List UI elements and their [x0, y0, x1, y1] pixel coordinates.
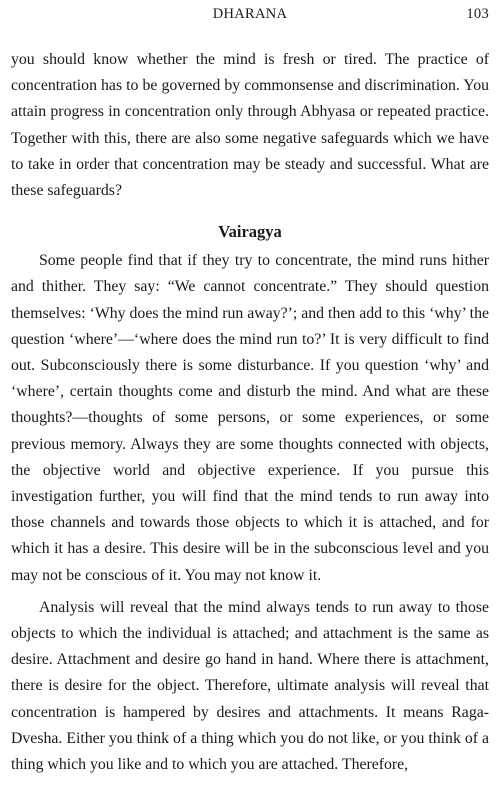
paragraph-continued: you should know whether the mind is fresh or tired. The practice of concentration has to be governed by commonsense and discrimination. You attain progress in concentration only through Abhyasa or repeated practice. Together with this, there are also some negative safeguards which we have to take in order that concentration may be steady and successful. What are these safeguards?: [11, 51, 489, 200]
page-number: 103: [466, 6, 489, 22]
section-heading: Vairagya: [218, 222, 282, 242]
book-page: [11, 6, 489, 778]
paragraph: Analysis will reveal that the mind always tends to run away to those objects to which the individual is attached; and attachment is the same as desire. Attachment and desire go hand in hand. Where there is attachment, there is desire for the object. Therefore, ultimate analysis will reveal that concentration is hampered by desires and attachments. It means Raga-Dvesha. Either you think of a thing which you do not like, or you think of a thing which you like and to which you are attached. Therefore,: [11, 598, 489, 774]
running-head: [11, 6, 489, 26]
running-title: DHARANA: [212, 6, 288, 22]
body-text: [11, 47, 489, 778]
paragraph: Some people find that if they try to concentrate, the mind runs hither and thither. They say: “We cannot concentrate.” They should question themselves: ‘Why does the mind run away?’; and then add to this ‘why’ the question ‘where’—‘where does the mind run to?’ It is very difficult to find out. Subconsciously there is some disturbance. If you question ‘why’ and ‘where’, certain thoughts come and disturb the mind. And what are these thoughts?—thoughts of some persons, or some experiences, or some previous memory. Always they are some thoughts connected with objects, the objective world and objective experience. If you pursue this investigation further, you will find that the mind tends to run away into those channels and towards those objects to which it is attached, and for which it has a desire. This desire will be in the subconscious level and you may not be conscious of it. You may not know it.: [11, 252, 489, 584]
